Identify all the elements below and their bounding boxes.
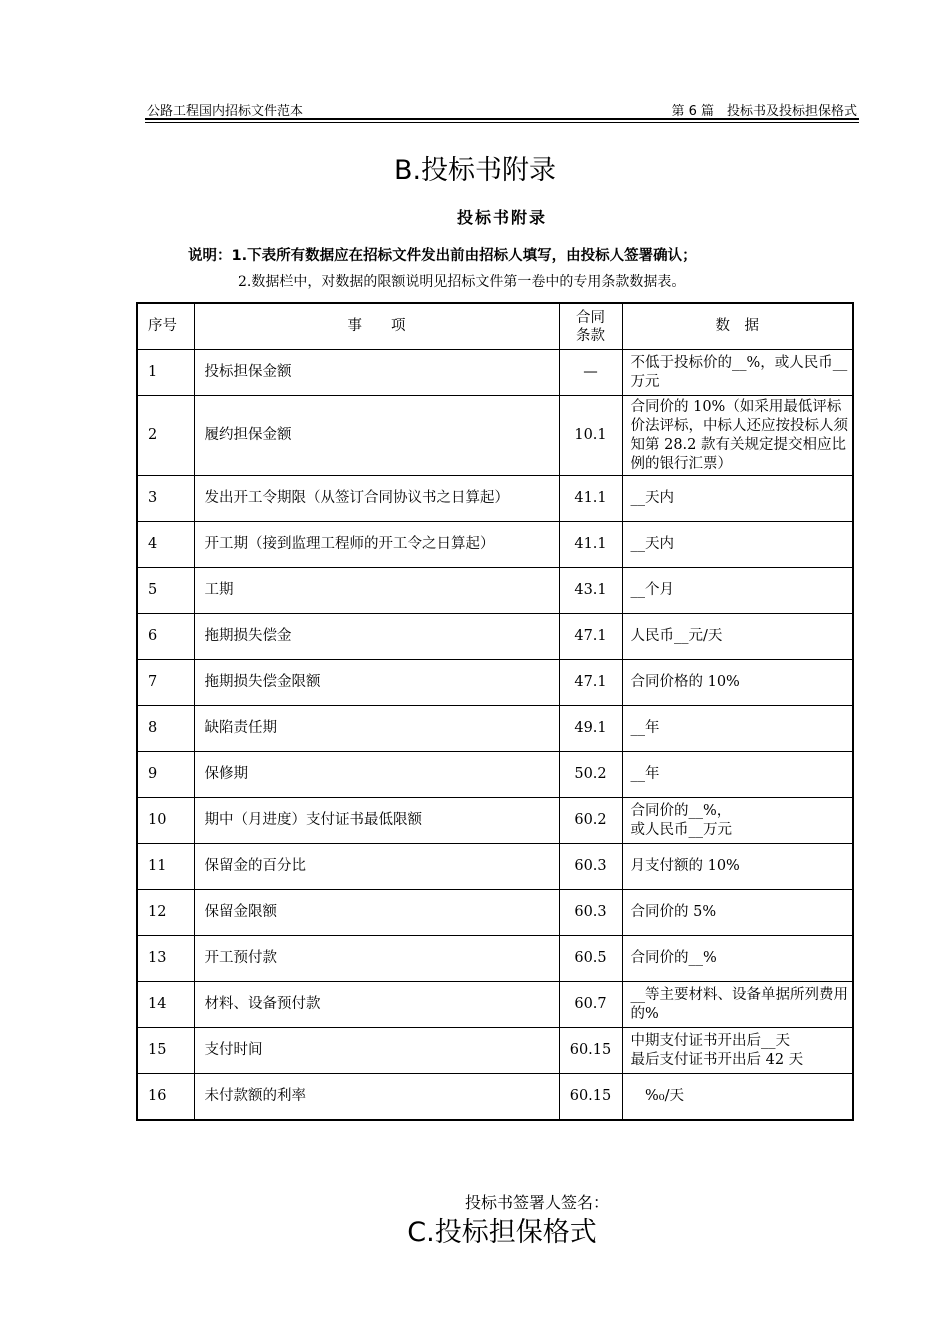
table-row (137, 614, 853, 660)
row-value: 合同价的 10%（如采用最低评标价法评标，中标人还应按投标人须知第 28.2 款有关规定提交相应比例的银行汇票） (622, 396, 853, 476)
header-clause (559, 303, 622, 350)
row-clause: 60.5 (559, 936, 622, 982)
row-value: __天内 (622, 476, 853, 522)
row-seq: 4 (137, 522, 194, 568)
row-seq: 9 (137, 752, 194, 798)
table-row (137, 936, 853, 982)
table-row (137, 568, 853, 614)
row-item: 期中（月进度）支付证书最低限额 (194, 798, 559, 844)
row-item: 拖期损失偿金 (194, 614, 559, 660)
row-value: 合同价格的 10% (622, 660, 853, 706)
row-item: 支付时间 (194, 1028, 559, 1074)
row-value: 月支付额的 10% (622, 844, 853, 890)
table-row (137, 1074, 853, 1121)
row-clause: 47.1 (559, 660, 622, 706)
row-seq: 14 (137, 982, 194, 1028)
header-value: 数 据 (622, 303, 853, 350)
row-item: 发出开工令期限（从签订合同协议书之日算起） (194, 476, 559, 522)
row-value: 合同价的 5% (622, 890, 853, 936)
row-seq: 12 (137, 890, 194, 936)
row-clause: 60.3 (559, 844, 622, 890)
row-clause: 43.1 (559, 568, 622, 614)
table-row (137, 350, 853, 396)
table-row (137, 798, 853, 844)
table-header-row (137, 303, 853, 350)
row-clause: 60.15 (559, 1074, 622, 1121)
page-header (145, 98, 859, 118)
row-seq: 1 (137, 350, 194, 396)
table-row (137, 706, 853, 752)
row-value: __年 (622, 706, 853, 752)
row-clause: 10.1 (559, 396, 622, 476)
row-item: 未付款额的利率 (194, 1074, 559, 1121)
table-row (137, 844, 853, 890)
table-subtitle: 投标书附录 (456, 208, 547, 227)
row-item: 投标担保金额 (194, 350, 559, 396)
row-value: 中期支付证书开出后__天 最后支付证书开出后 42 天 (622, 1028, 853, 1074)
row-item: 拖期损失偿金限额 (194, 660, 559, 706)
table-row (137, 890, 853, 936)
row-seq: 8 (137, 706, 194, 752)
row-clause: 47.1 (559, 614, 622, 660)
row-value: __年 (622, 752, 853, 798)
row-seq: 15 (137, 1028, 194, 1074)
row-value: 不低于投标价的__%，或人民币__万元 (622, 350, 853, 396)
table-row (137, 522, 853, 568)
row-item: 材料、设备预付款 (194, 982, 559, 1028)
appendix-table (136, 302, 854, 1121)
table-row (137, 752, 853, 798)
row-item: 缺陷责任期 (194, 706, 559, 752)
note-line-2: 2.数据栏中，对数据的限额说明见招标文件第一卷中的专用条款数据表。 (238, 274, 686, 290)
header-item: 事 项 (194, 303, 559, 350)
header-rule-thick (145, 118, 859, 120)
header-left-text: 公路工程国内招标文件范本 (147, 104, 304, 119)
table-row (137, 660, 853, 706)
row-clause: 60.15 (559, 1028, 622, 1074)
row-seq: 13 (137, 936, 194, 982)
signature-label: 投标书签署人签名： (465, 1193, 610, 1212)
row-clause: — (559, 350, 622, 396)
row-clause: 60.3 (559, 890, 622, 936)
row-seq: 11 (137, 844, 194, 890)
section-title-c: C.投标担保格式 (407, 1217, 597, 1248)
row-seq: 2 (137, 396, 194, 476)
header-clause-text: 合同 条款 (576, 309, 605, 344)
row-seq: 3 (137, 476, 194, 522)
header-right-text: 第 6 篇 投标书及投标担保格式 (671, 104, 857, 119)
row-item: 开工期（接到监理工程师的开工令之日算起） (194, 522, 559, 568)
note-line-1: 说明：1.下表所有数据应在招标文件发出前由招标人填写，由投标人签署确认； (188, 248, 697, 264)
row-value: 合同价的__% (622, 936, 853, 982)
row-clause: 50.2 (559, 752, 622, 798)
header-seq: 序号 (137, 303, 194, 350)
row-value: __天内 (622, 522, 853, 568)
row-item: 工期 (194, 568, 559, 614)
row-value: __等主要材料、设备单据所列费用的% (622, 982, 853, 1028)
row-item: 开工预付款 (194, 936, 559, 982)
header-rule-thin (145, 122, 859, 123)
table-row (137, 476, 853, 522)
row-item: 保修期 (194, 752, 559, 798)
row-item: 履约担保金额 (194, 396, 559, 476)
row-item: 保留金限额 (194, 890, 559, 936)
row-seq: 6 (137, 614, 194, 660)
table-row (137, 396, 853, 476)
row-value: 人民币__元/天 (622, 614, 853, 660)
table-row (137, 982, 853, 1028)
row-seq: 10 (137, 798, 194, 844)
row-seq: 7 (137, 660, 194, 706)
row-clause: 49.1 (559, 706, 622, 752)
row-clause: 60.2 (559, 798, 622, 844)
section-title-b: B.投标书附录 (393, 155, 557, 186)
row-value: 合同价的__%， 或人民币__万元 (622, 798, 853, 844)
table-row (137, 1028, 853, 1074)
row-item: 保留金的百分比 (194, 844, 559, 890)
row-seq: 16 (137, 1074, 194, 1121)
row-clause: 60.7 (559, 982, 622, 1028)
row-value: %₀/天 (622, 1074, 853, 1121)
row-seq: 5 (137, 568, 194, 614)
row-clause: 41.1 (559, 476, 622, 522)
row-value: __个月 (622, 568, 853, 614)
row-clause: 41.1 (559, 522, 622, 568)
